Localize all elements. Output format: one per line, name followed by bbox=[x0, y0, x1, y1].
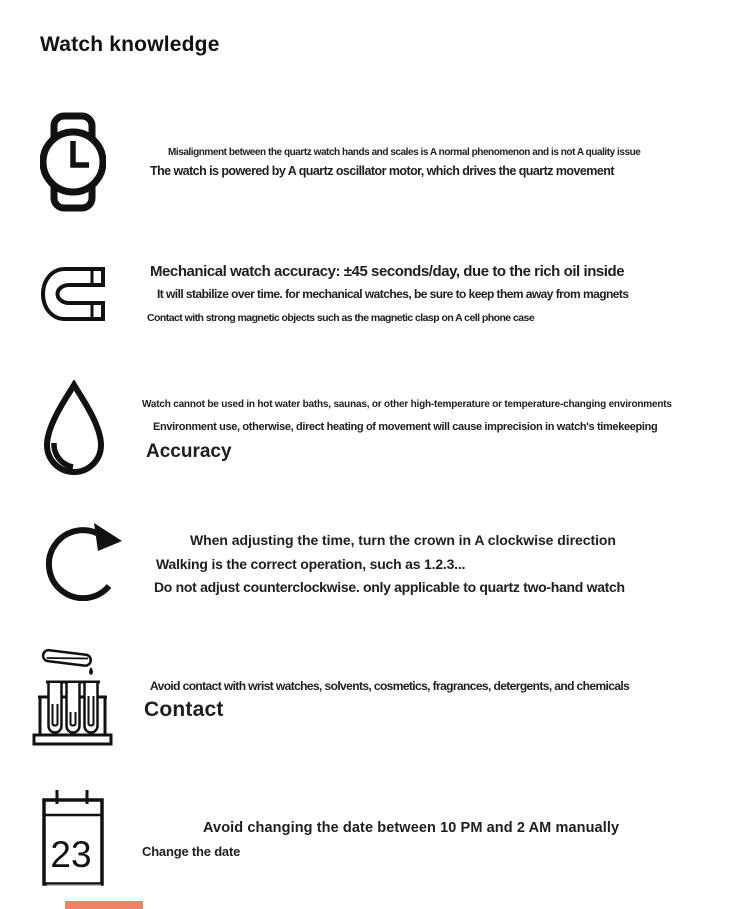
test-tubes-icon bbox=[27, 640, 122, 757]
temperature-warning-text: Watch cannot be used in hot water baths, saunas, or other high-temperature or temperature-changing environments bbox=[142, 399, 672, 410]
date-warning-text: Avoid changing the date between 10 PM and 2 AM manually bbox=[203, 820, 620, 836]
contact-heading: Contact bbox=[144, 698, 224, 721]
temperature-detail-text: Environment use, otherwise, direct heating of movement will cause imprecision in watch's timekeeping bbox=[153, 421, 658, 433]
page-indicator-bar bbox=[65, 901, 143, 909]
clockwise-arrow-icon bbox=[42, 521, 134, 606]
calendar-day-number: 23 bbox=[50, 834, 92, 875]
water-drop-icon bbox=[40, 380, 108, 482]
page-title: Watch knowledge bbox=[40, 33, 220, 56]
wristwatch-icon bbox=[40, 112, 106, 217]
magnet-icon bbox=[40, 266, 106, 327]
magnet-contact-text: Contact with strong magnetic objects such as the magnetic clasp on A cell phone case bbox=[147, 312, 535, 324]
crown-warning-text: Do not adjust counterclockwise. only applicable to quartz two-hand watch bbox=[154, 579, 625, 595]
magnet-stabilize-text: It will stabilize over time. for mechanical watches, be sure to keep them away from magnets bbox=[157, 287, 629, 301]
calendar-icon bbox=[42, 788, 104, 891]
crown-walking-text: Walking is the correct operation, such as 1.2.3... bbox=[156, 556, 466, 572]
quartz-main-text: The watch is powered by A quartz oscillator motor, which drives the quartz movement bbox=[150, 164, 614, 178]
accuracy-heading: Accuracy bbox=[146, 441, 232, 462]
chemicals-warning-text: Avoid contact with wrist watches, solvents, cosmetics, fragrances, detergents, and chemicals bbox=[150, 679, 630, 693]
date-change-text: Change the date bbox=[142, 844, 241, 859]
crown-clockwise-text: When adjusting the time, turn the crown in A clockwise direction bbox=[190, 532, 616, 548]
magnet-accuracy-text: Mechanical watch accuracy: ±45 seconds/day, due to the rich oil inside bbox=[150, 263, 625, 280]
quartz-note-text: Misalignment between the quartz watch hands and scales is A normal phenomenon and is not A quality issue bbox=[168, 147, 641, 158]
